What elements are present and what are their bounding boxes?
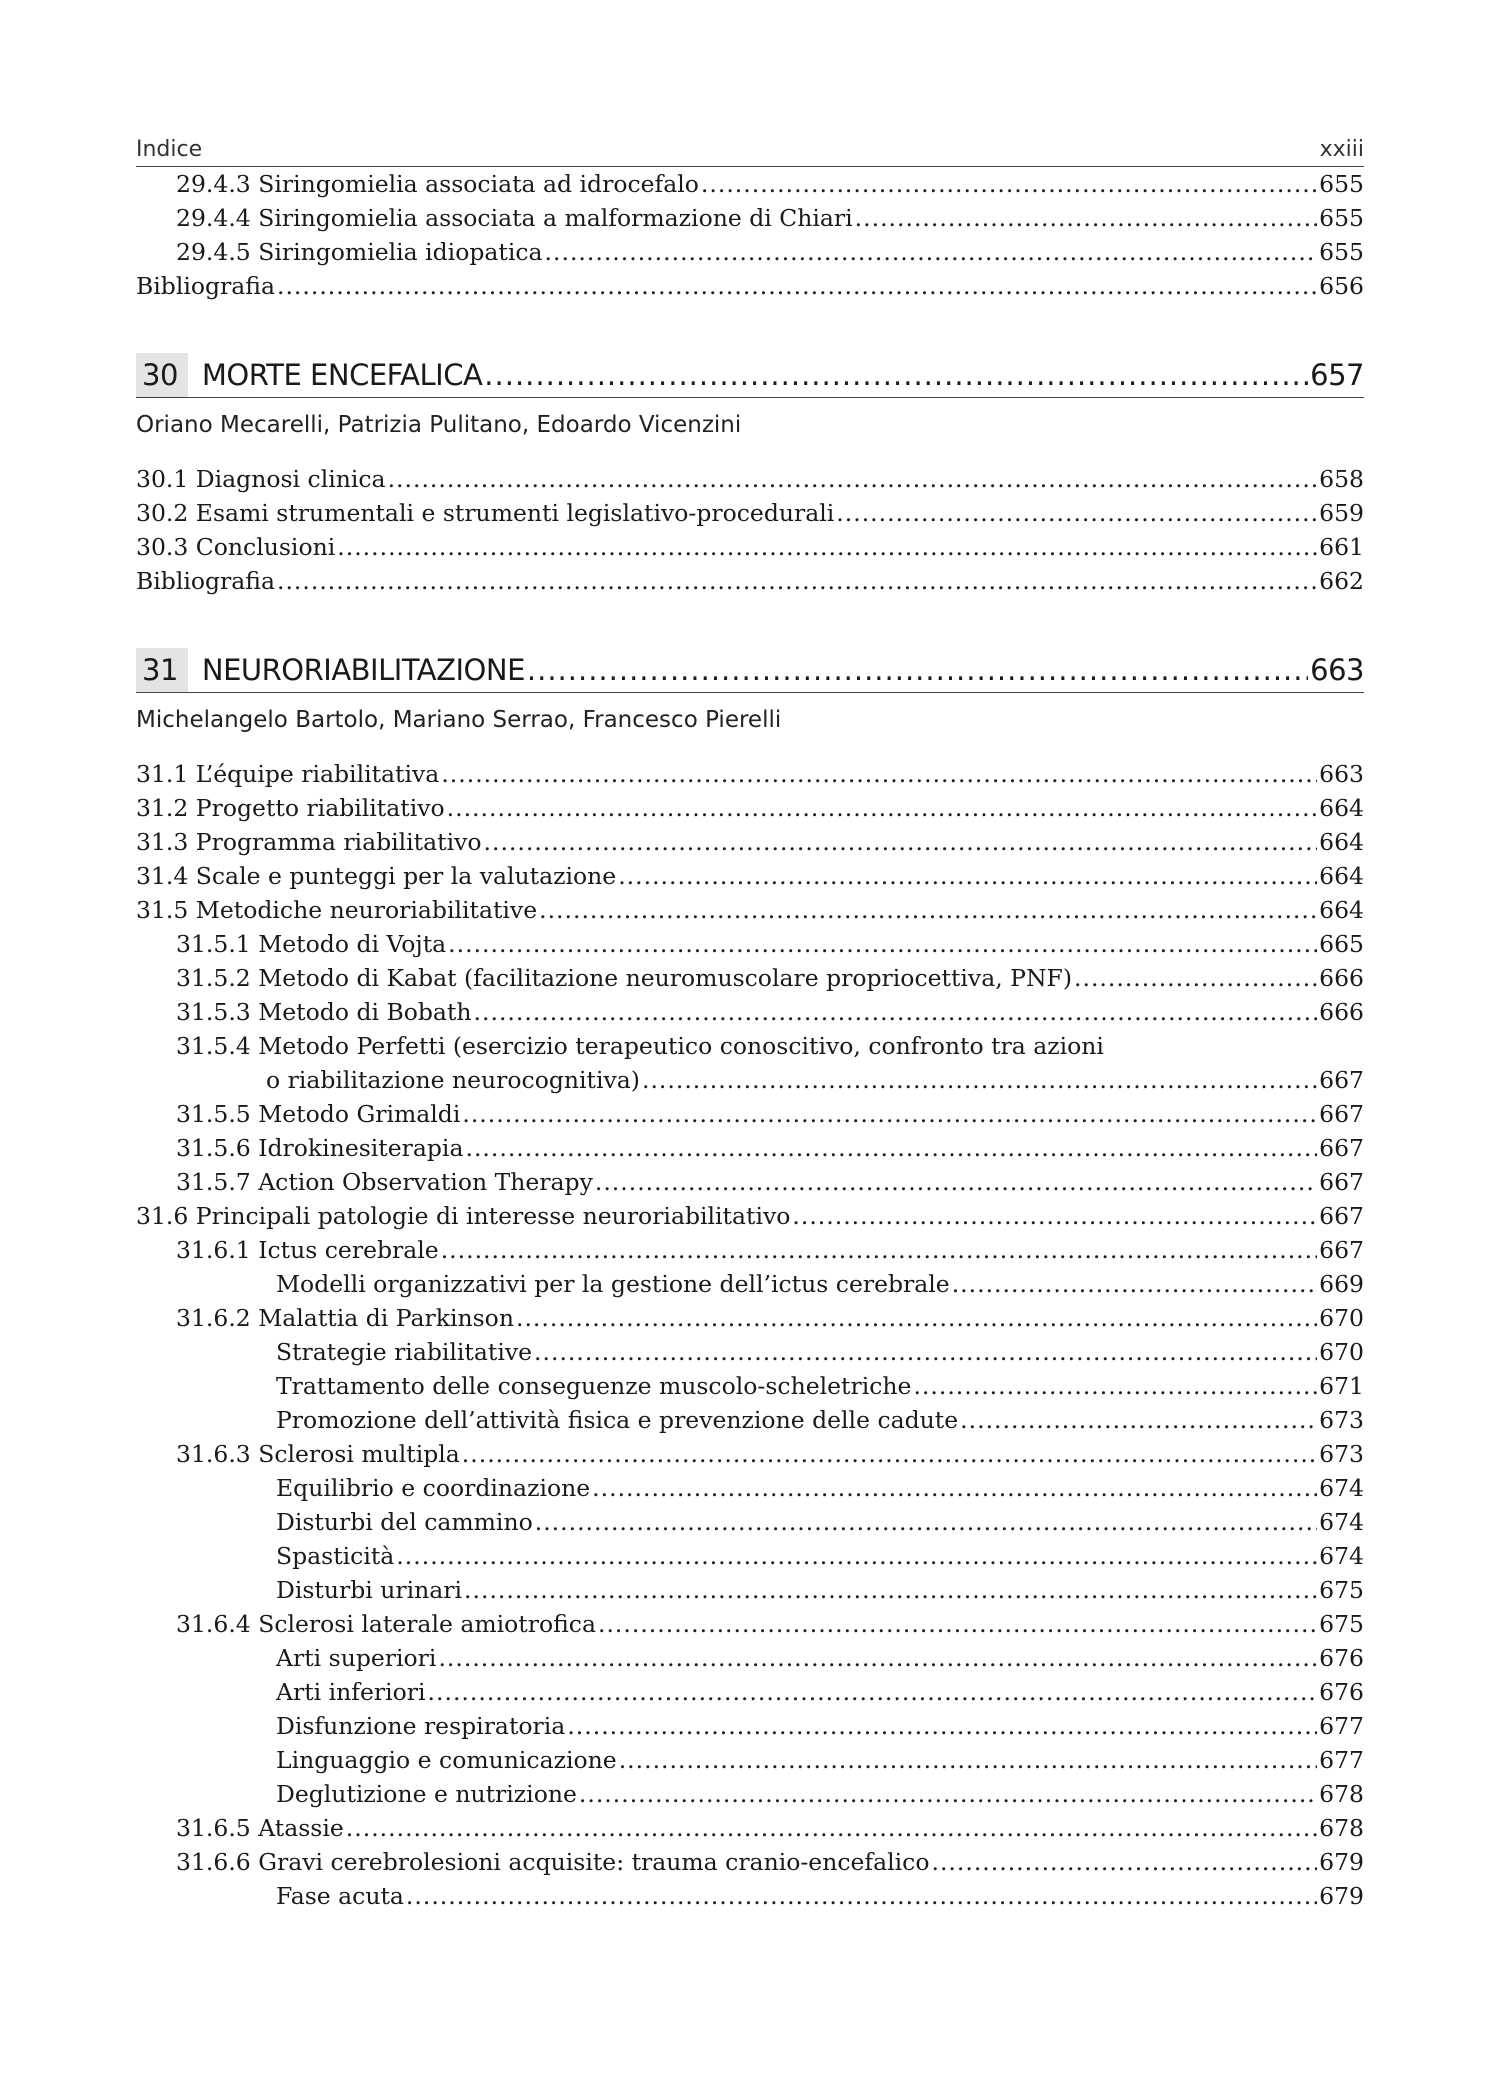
dot-leader [836,496,1317,530]
toc-entry-page: 655 [1319,204,1364,232]
dot-leader [464,1573,1317,1607]
toc-entry[interactable] [136,1709,1364,1743]
toc-entry-page: 670 [1319,1304,1364,1332]
toc-entry-label: 31.2 Progetto riabilitativo [136,794,445,822]
toc-entry-page: 656 [1319,272,1364,300]
toc-entry-label: o riabilitazione neurocognitiva) [266,1066,640,1094]
toc-entry-label: Disturbi del cammino [276,1508,533,1536]
toc-entry[interactable] [136,927,1364,961]
toc-entry-label: 30.3 Conclusioni [136,533,336,561]
toc-entry-page: 674 [1319,1474,1364,1502]
toc-entry[interactable] [136,1335,1364,1369]
chapter-number: 31 [136,648,188,692]
toc-entry[interactable] [136,995,1364,1029]
toc-entry-page: 666 [1319,964,1364,992]
dot-leader [619,1743,1317,1777]
toc-entry-label: 31.5.2 Metodo di Kabat (facilitazione neuromuscolare propriocettiva, PNF) [176,964,1072,992]
dot-leader [484,353,1308,397]
dot-leader [598,1607,1317,1641]
toc-entry-page: 667 [1319,1100,1364,1128]
chapter-heading[interactable] [136,353,1364,398]
toc-entry[interactable] [136,757,1364,791]
toc-entry[interactable] [136,1539,1364,1573]
toc-entry-page: 674 [1319,1542,1364,1570]
dot-leader [462,1437,1317,1471]
dot-leader [406,1879,1317,1913]
toc-entry-label: 31.5.5 Metodo Grimaldi [176,1100,461,1128]
toc-entry-label: 31.6 Principali patologie di interesse neuroriabilitativo [136,1202,791,1230]
dot-leader [539,893,1317,927]
toc-entry-label: 31.5.6 Idrokinesiterapia [176,1134,464,1162]
toc-entry-label: 29.4.4 Siringomielia associata a malformazione di Chiari [176,204,853,232]
toc-entry[interactable] [136,235,1364,269]
toc-entry-page: 678 [1319,1814,1364,1842]
chapters [136,353,1364,1913]
toc-entry[interactable] [136,1879,1364,1913]
chapter-number: 30 [136,353,188,397]
toc-entry-page: 678 [1319,1780,1364,1808]
toc-entry-label: 31.5.7 Action Observation Therapy [176,1168,593,1196]
toc-entry-label: 31.4 Scale e punteggi per la valutazione [136,862,617,890]
dot-leader [960,1403,1317,1437]
dot-leader [642,1063,1317,1097]
toc-entry-label: 31.6.4 Sclerosi laterale amiotrofica [176,1610,596,1638]
chapter-entries [136,757,1364,1913]
toc-entry-page: 667 [1319,1202,1364,1230]
toc-entry-label: Bibliografia [136,272,275,300]
dot-leader [527,648,1308,692]
toc-entry-label: Strategie riabilitative [276,1338,533,1366]
toc-page [136,128,1364,1913]
toc-entry-label: 31.5.4 Metodo Perfetti (esercizio terapeutico conoscitivo, confronto tra azioni [176,1032,1104,1060]
dot-leader [277,564,1317,598]
page-number: xxiii [1319,137,1364,162]
toc-entry[interactable] [136,1743,1364,1777]
toc-entry[interactable] [136,1845,1364,1879]
dot-leader [618,859,1317,893]
toc-entry[interactable] [136,1573,1364,1607]
dot-leader [931,1845,1317,1879]
dot-leader [465,1131,1317,1165]
toc-entry[interactable] [136,1811,1364,1845]
dot-leader [474,995,1318,1029]
toc-entry[interactable] [136,1777,1364,1811]
toc-entry-label: 29.4.3 Siringomielia associata ad idrocefalo [176,170,699,198]
toc-entry-page: 679 [1319,1882,1364,1910]
toc-entry[interactable] [136,201,1364,235]
toc-entry-label: Modelli organizzativi per la gestione dell’ictus cerebrale [276,1270,950,1298]
dot-leader [462,1097,1317,1131]
toc-entry-label: Equilibrio e coordinazione [276,1474,591,1502]
toc-entry[interactable] [136,1097,1364,1131]
toc-entry[interactable] [136,893,1364,927]
chapter-heading[interactable] [136,648,1364,693]
toc-entry-page: 676 [1319,1644,1364,1672]
toc-entry[interactable] [136,825,1364,859]
toc-entry-page: 674 [1319,1508,1364,1536]
dot-leader [592,1471,1317,1505]
toc-entry-page: 675 [1319,1576,1364,1604]
toc-entry-page: 664 [1319,828,1364,856]
chapter-page: 663 [1310,653,1364,687]
toc-entry[interactable] [136,269,1364,303]
toc-entry[interactable] [136,1267,1364,1301]
dot-leader [516,1301,1317,1335]
toc-entry[interactable] [136,859,1364,893]
toc-entry-page: 671 [1319,1372,1364,1400]
toc-entry-label: Arti inferiori [276,1678,426,1706]
toc-entry-page: 664 [1319,896,1364,924]
toc-entry[interactable] [136,1199,1364,1233]
toc-entry-page: 662 [1319,567,1364,595]
toc-entry[interactable] [136,530,1364,564]
toc-entry-page: 667 [1319,1066,1364,1094]
toc-entry[interactable] [136,1607,1364,1641]
dot-leader [438,1641,1317,1675]
chapter-page: 657 [1310,358,1364,392]
toc-entry-page: 675 [1319,1610,1364,1638]
dot-leader [396,1539,1317,1573]
toc-entry[interactable] [136,1165,1364,1199]
toc-entry-page: 677 [1319,1712,1364,1740]
dot-leader [595,1165,1317,1199]
toc-entry-label: 31.6.6 Gravi cerebrolesioni acquisite: trauma cranio-encefalico [176,1848,930,1876]
toc-entry[interactable] [136,1403,1364,1437]
toc-entry-label: 30.2 Esami strumentali e strumenti legislativo-procedurali [136,499,835,527]
toc-entry[interactable] [136,1063,1364,1097]
dot-leader [441,1233,1317,1267]
toc-entry[interactable] [136,1471,1364,1505]
chapter-title: NEURORIABILITAZIONE [201,653,525,687]
dot-leader [337,530,1317,564]
dot-leader [535,1505,1317,1539]
toc-entry-label: 29.4.5 Siringomielia idiopatica [176,238,543,266]
toc-entry[interactable] [136,1301,1364,1335]
toc-entry-page: 676 [1319,1678,1364,1706]
toc-entry-label: Disfunzione respiratoria [276,1712,566,1740]
toc-entry-label: Promozione dell’attività fisica e prevenzione delle cadute [276,1406,959,1434]
toc-entry-page: 677 [1319,1746,1364,1774]
toc-entry-label: 31.3 Programma riabilitativo [136,828,482,856]
toc-entry-label: Bibliografia [136,567,275,595]
toc-entry[interactable] [136,1505,1364,1539]
dot-leader [952,1267,1317,1301]
toc-entry-label: Trattamento delle conseguenze muscolo-scheletriche [276,1372,912,1400]
toc-entry-page: 661 [1319,533,1364,561]
chapter-title: MORTE ENCEFALICA [201,358,483,392]
dot-leader [913,1369,1317,1403]
toc-entry-label: 31.1 L’équipe riabilitativa [136,760,440,788]
toc-entry-page: 669 [1319,1270,1364,1298]
dot-leader [447,791,1318,825]
dot-leader [567,1709,1317,1743]
dot-leader [855,201,1317,235]
dot-leader [534,1335,1317,1369]
toc-entry-label: Spasticità [276,1542,395,1570]
toc-entry-page: 655 [1319,238,1364,266]
toc-entry-page: 663 [1319,760,1364,788]
chapter-authors: Oriano Mecarelli, Patrizia Pulitano, Edoardo Vicenzini [136,412,742,438]
chapter-authors: Michelangelo Bartolo, Mariano Serrao, Francesco Pierelli [136,707,782,733]
toc-entry-label: Fase acuta [276,1882,404,1910]
toc-entry-label: 31.5.3 Metodo di Bobath [176,998,472,1026]
toc-entry-label: Disturbi urinari [276,1576,463,1604]
toc-entry[interactable] [136,1369,1364,1403]
toc-entry[interactable] [136,1029,1364,1063]
toc-entry-page: 659 [1319,499,1364,527]
toc-entry-label: 31.6.5 Atassie [176,1814,344,1842]
toc-entry-page: 670 [1319,1338,1364,1366]
toc-entry[interactable] [136,462,1364,496]
toc-entry-label: Linguaggio e comunicazione [276,1746,617,1774]
toc-entry-page: 666 [1319,998,1364,1026]
toc-entry[interactable] [136,961,1364,995]
dot-leader [448,927,1317,961]
toc-entry[interactable] [136,1675,1364,1709]
toc-entry-page: 673 [1319,1406,1364,1434]
dot-leader [428,1675,1318,1709]
toc-entry[interactable] [136,1233,1364,1267]
dot-leader [388,462,1318,496]
dot-leader [441,757,1317,791]
section-title: Indice [136,137,203,162]
running-head [136,128,1364,167]
toc-entry-page: 667 [1319,1134,1364,1162]
dot-leader [701,167,1317,201]
toc-entry[interactable] [136,1641,1364,1675]
toc-entry-label: 31.5.1 Metodo di Vojta [176,930,447,958]
dot-leader [579,1777,1317,1811]
toc-entry-label: Arti superiori [276,1644,437,1672]
toc-entry-page: 673 [1319,1440,1364,1468]
toc-entry-page: 664 [1319,794,1364,822]
toc-entry-page: 667 [1319,1168,1364,1196]
toc-entry[interactable] [136,167,1364,201]
dot-leader [545,235,1318,269]
dot-leader [346,1811,1317,1845]
toc-entry[interactable] [136,791,1364,825]
toc-entry[interactable] [136,496,1364,530]
toc-entry[interactable] [136,1437,1364,1471]
toc-entry-page: 658 [1319,465,1364,493]
toc-entry-label: 31.6.2 Malattia di Parkinson [176,1304,514,1332]
toc-entry-label: 31.5 Metodiche neuroriabilitative [136,896,538,924]
dot-leader [277,269,1317,303]
toc-entry[interactable] [136,1131,1364,1165]
toc-entry[interactable] [136,564,1364,598]
toc-entry-label: 30.1 Diagnosi clinica [136,465,386,493]
toc-entry-label: Deglutizione e nutrizione [276,1780,577,1808]
dot-leader [484,825,1318,859]
toc-entry-label: 31.6.3 Sclerosi multipla [176,1440,460,1468]
toc-entry-label: 31.6.1 Ictus cerebrale [176,1236,439,1264]
toc-entry-page: 655 [1319,170,1364,198]
toc-entry-page: 679 [1319,1848,1364,1876]
dot-leader [1074,961,1317,995]
toc-entry-page: 665 [1319,930,1364,958]
chapter-entries [136,462,1364,598]
toc-entry-page: 664 [1319,862,1364,890]
pre-entries [136,167,1364,303]
toc-entry-page: 667 [1319,1236,1364,1264]
dot-leader [792,1199,1317,1233]
